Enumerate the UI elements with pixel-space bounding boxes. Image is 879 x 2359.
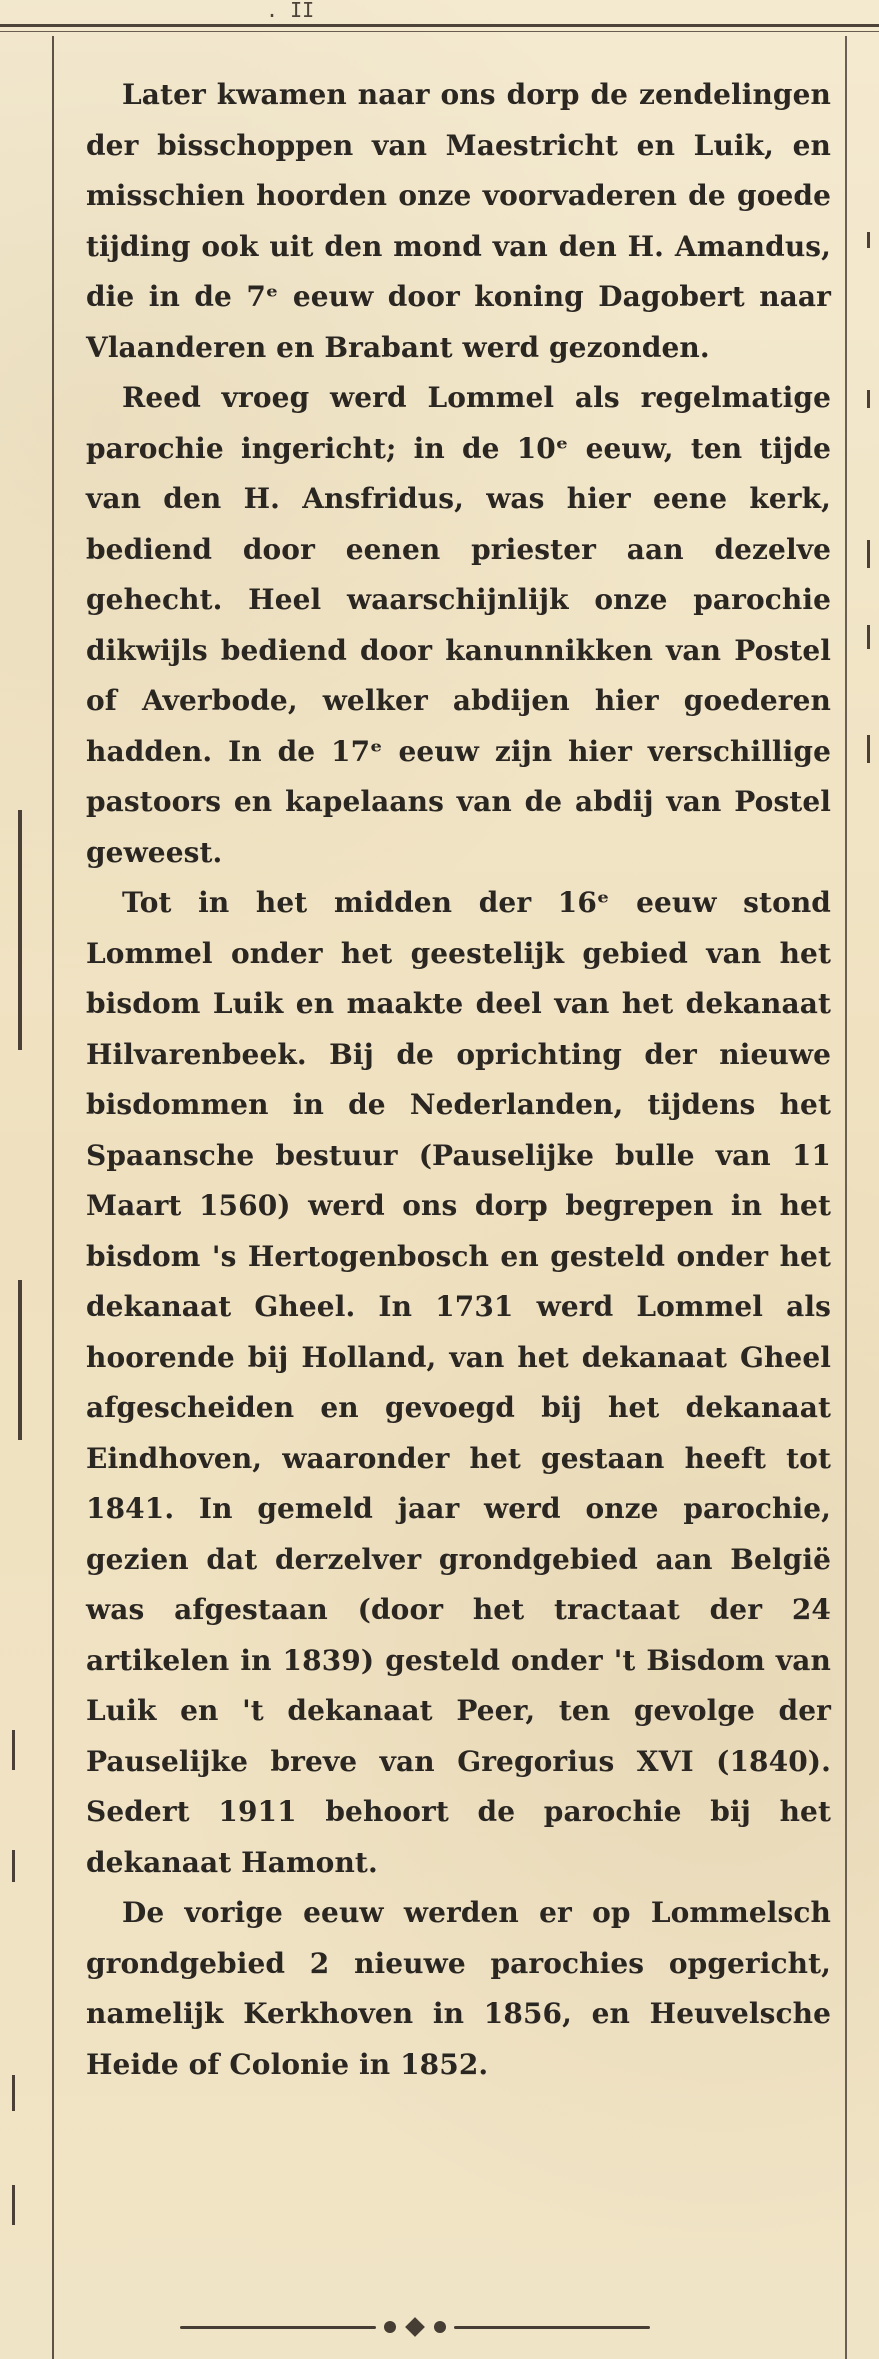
left-scan-mark [18, 1280, 22, 1440]
top-border-thick [0, 24, 879, 27]
top-border-thin [0, 31, 879, 32]
right-scan-mark [867, 540, 870, 568]
right-scan-mark [867, 232, 870, 248]
ornament-center [384, 2320, 446, 2334]
paragraph-4: De vorige eeuw werden er op Lommelsch grondgebied 2 nieuwe parochies opgericht, namelijk Kerkhoven in 1856, en Heuvelsche Heide of Colonie in 1852. [86, 1896, 831, 2081]
left-scan-mark [12, 2075, 15, 2111]
footer-ornament [180, 2318, 650, 2336]
paragraph-3: Tot in het midden der 16ᵉ eeuw stond Lommel onder het geestelijk gebied van het bisdom Luik en maakte deel van het dekanaat Hilvarenbeek. Bij de oprichting der nieuwe bisdommen in de Nederlanden, tijdens het Spaansche bestuur (Pauselijke bulle van 11 Maart 1560) werd ons dorp begrepen in het bisdom 's Hertogenbosch en gesteld onder het dekanaat Gheel. In 1731 werd Lommel als hoorende bij Holland, van het dekanaat Gheel afgescheiden en gevoegd bij het dekanaat Eindhoven, waaronder het gestaan heeft tot 1841. In gemeld jaar werd onze parochie, gezien dat derzelver grondgebied aan België was afgestaan (door het tractaat der 24 artikelen in 1839) gesteld onder 't Bisdom van Luik en 't dekanaat Peer, ten gevolge der Pauselijke breve van Gregorius XVI (1840). Sedert 1911 behoort de parochie bij het dekanaat Hamont. [86, 886, 831, 1879]
right-scan-mark [867, 625, 870, 649]
right-scan-mark [867, 735, 870, 763]
left-scan-mark [18, 810, 22, 1050]
ornament-dot [434, 2321, 446, 2333]
left-scan-mark [12, 1730, 15, 1770]
left-column-rule [52, 36, 54, 2359]
paragraph-1: Later kwamen naar ons dorp de zendelingen der bisschoppen van Maestricht en Luik, en misschien hoorden onze voorvaderen de goede tijding ook uit den mond van den H. Amandus, die in de 7ᵉ eeuw door koning Dagobert naar Vlaanderen en Brabant werd gezonden. [86, 78, 831, 364]
left-scan-mark [12, 2185, 15, 2225]
right-scan-mark [867, 390, 870, 408]
ornament-dot [384, 2321, 396, 2333]
article-text [86, 70, 831, 2090]
ornament-diamond [405, 2317, 425, 2337]
left-scan-mark [12, 1850, 15, 1882]
right-column-rule [845, 36, 847, 2359]
ornament-line-left [180, 2326, 376, 2329]
paragraph-2: Reed vroeg werd Lommel als regelmatige parochie ingericht; in de 10ᵉ eeuw, ten tijde van den H. Ansfridus, was hier eene kerk, bediend door eenen priester aan dezelve gehecht. Heel waarschijnlijk onze parochie dikwijls bediend door kanunnikken van Postel of Averbode, welker abdijen hier goederen hadden. In de 17ᵉ eeuw zijn hier verschillige pastoors en kapelaans van de abdij van Postel geweest. [86, 381, 831, 869]
top-mark: . II [266, 0, 315, 22]
ornament-line-right [454, 2326, 650, 2329]
